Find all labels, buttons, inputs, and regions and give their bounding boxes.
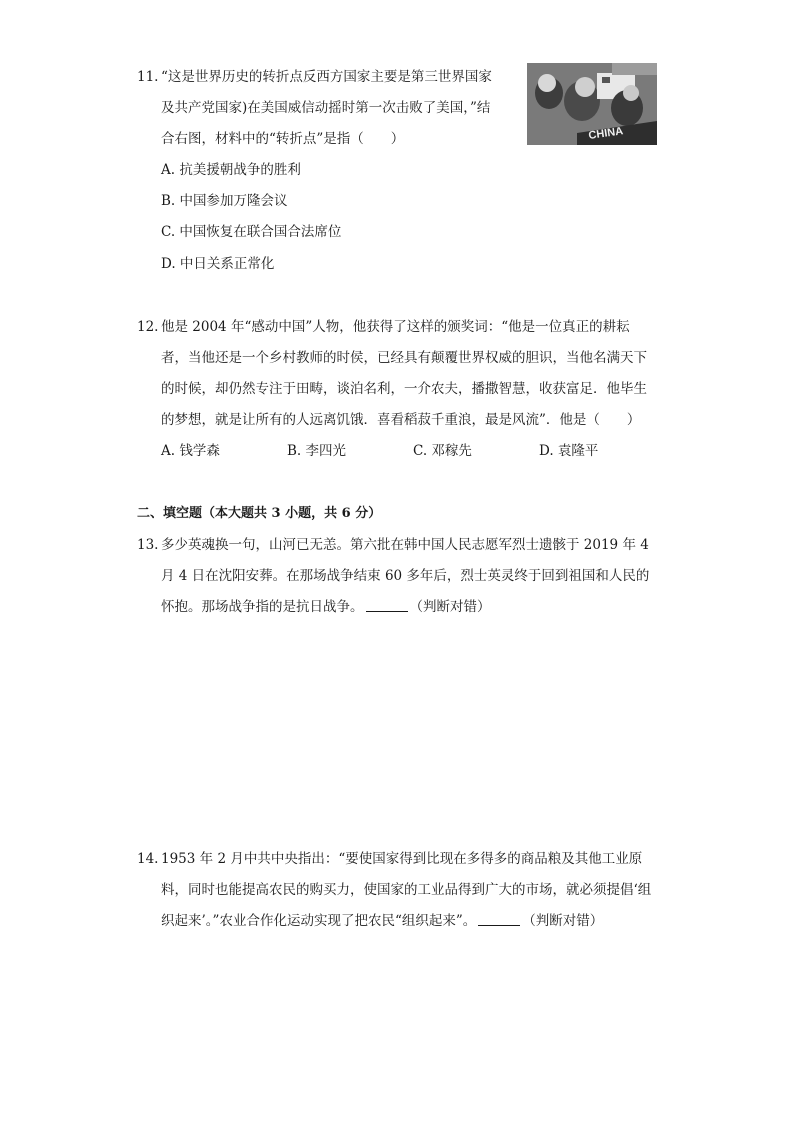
question-text-line: 月 4 日在沈阳安葬。在那场战争结束 60 多年后，烈士英灵终于回到祖国和人民的 — [161, 568, 650, 584]
question-number: 11. — [137, 69, 159, 85]
news-photo — [527, 63, 657, 145]
question-text-line: 及共产党国家)在美国威信动摇时第一次击败了美国，”结 — [161, 100, 491, 116]
question-text-line: 的梦想，就是让所有的人远离饥饿．喜看稻菽千重浪，最是风流”．他是（ ） — [161, 412, 641, 428]
question-text-line: 料，同时也能提高农民的购买力，使国家的工业品得到广大的市场，就必须提倡‘组 — [161, 882, 652, 898]
question-text-line: “这是世界历史的转折点反西方国家主要是第三世界国家 — [161, 69, 492, 85]
question-number: 14. — [137, 851, 159, 867]
question-text-line: 的时候，却仍然专注于田畴，谈泊名利，一介农夫，播撒智慧，收获富足．他毕生 — [161, 381, 647, 397]
option-b: B. 李四光 — [287, 443, 347, 459]
question-text-line: 多少英魂换一句，山河已无恙。第六批在韩中国人民志愿军烈士遗骸于 2019 年 4 — [161, 537, 649, 553]
question-text-line — [161, 598, 491, 616]
photo-graphic — [527, 63, 657, 145]
option-a: A. 抗美援朝战争的胜利 — [161, 162, 301, 178]
judge-hint: （判断对错） — [522, 913, 604, 929]
judge-hint: （判断对错） — [409, 599, 491, 615]
option-c: C. 邓稼先 — [413, 443, 472, 459]
question-text-line — [161, 912, 603, 930]
question-text-line: 1953 年 2 月中共中央指出：“要使国家得到比现在多得多的商品粮及其他工业原 — [161, 851, 643, 867]
option-c: C. 中国恢复在联合国合法席位 — [161, 224, 342, 240]
question-text-segment: 怀抱。那场战争指的是抗日战争。 — [161, 599, 364, 615]
question-text-line: 者，当他还是一个乡村教师的时侯，已经具有颠覆世界权威的胆识，当他名满天下 — [161, 350, 647, 366]
answer-blank[interactable] — [478, 913, 520, 926]
option-d: D. 袁隆平 — [539, 443, 599, 459]
section-heading: 二、填空题（本大题共 3 小题，共 6 分） — [137, 506, 382, 521]
question-text-line: 合右图，材料中的“转折点”是指（ ） — [161, 131, 405, 147]
question-number: 13. — [137, 537, 159, 553]
question-text-line: 他是 2004 年“感动中国”人物，他获得了这样的颁奖词：“他是一位真正的耕耘 — [161, 319, 630, 335]
answer-blank[interactable] — [366, 599, 408, 612]
option-b: B. 中国参加万隆会议 — [161, 193, 288, 209]
option-a: A. 钱学森 — [161, 443, 220, 459]
question-number: 12. — [137, 319, 159, 335]
option-d: D. 中日关系正常化 — [161, 256, 275, 272]
photo-banner-text: CHINA — [587, 125, 624, 142]
question-text-segment: 织起来’。”农业合作化运动实现了把农民“组织起来”。 — [161, 913, 477, 929]
